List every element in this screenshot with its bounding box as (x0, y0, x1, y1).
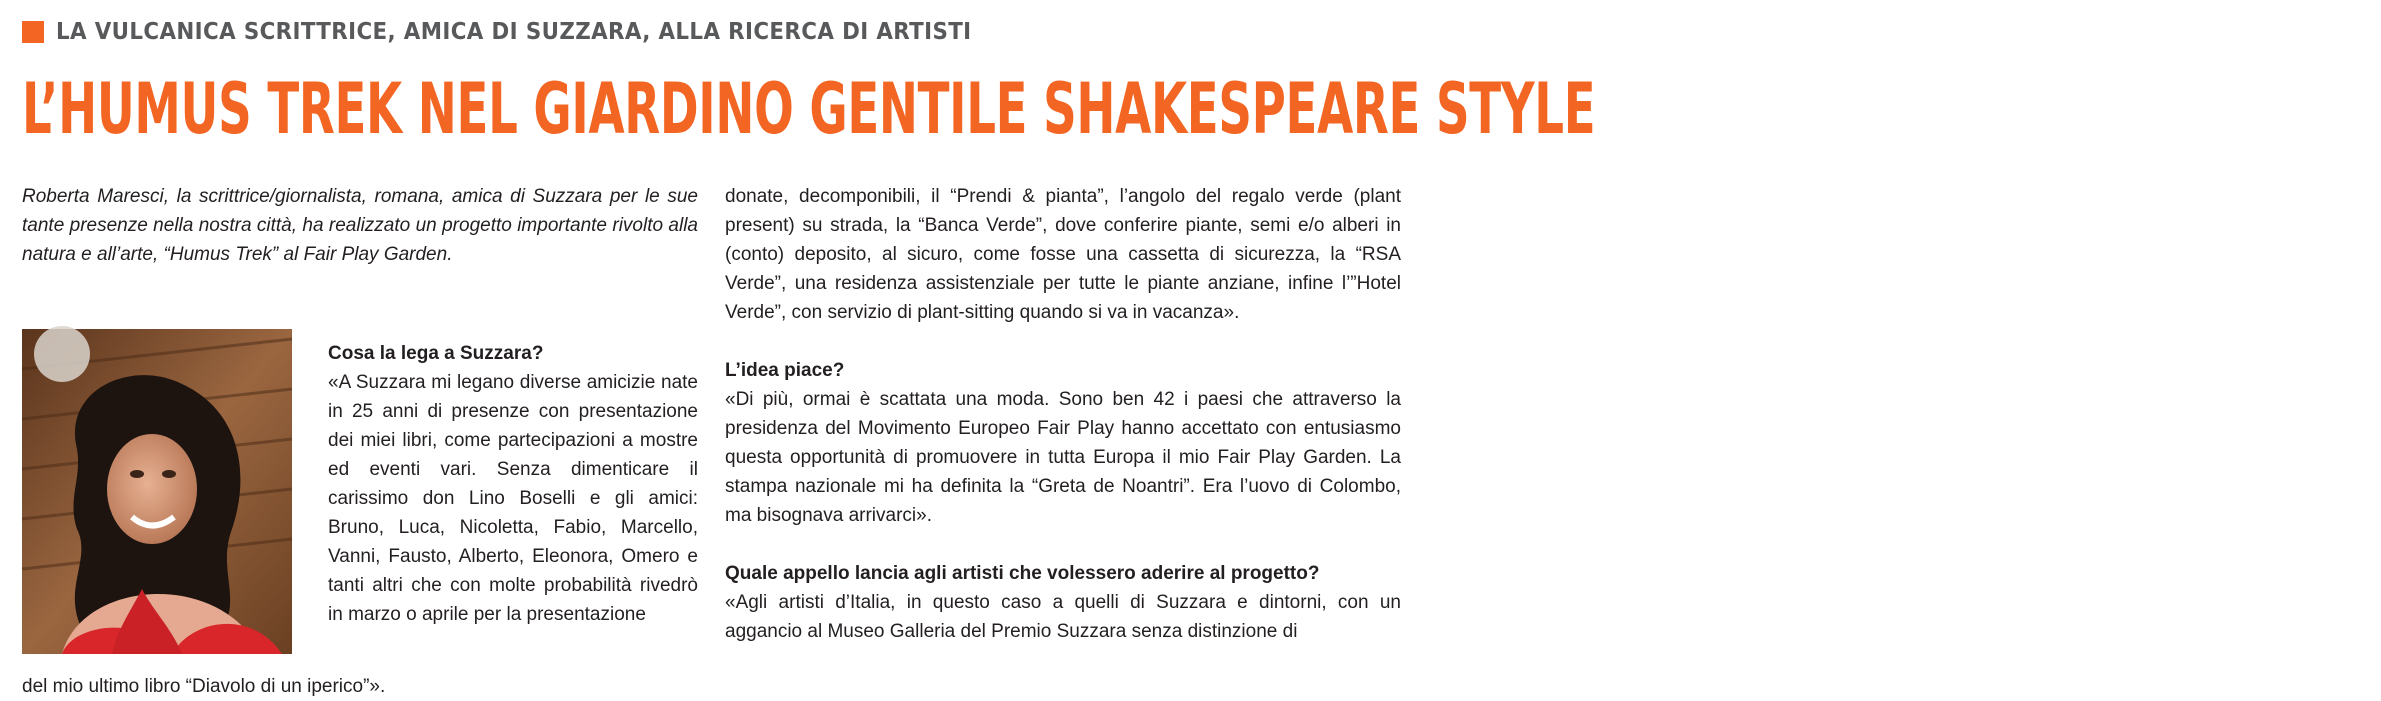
portrait-photo-icon (22, 329, 292, 654)
question-suzzara: Cosa la lega a Suzzara? (328, 343, 544, 364)
interview-column-left (328, 339, 698, 629)
kicker (22, 14, 1040, 50)
paragraph-green-services: donate, decomponibili, il “Prendi & pianta”, l’angolo del regalo verde (plant present) su strada, la “Banca Verde”, dove conferire piante, semi e/o alberi in (conto) deposito, al sicuro, come fosse una cassetta di sicurezza, la “RSA Verde”, una residenza assistenziale per tutte le piante anziane, infine l’”Hotel Verde”, con servizio di plant-sitting quando si va in vacanza». (725, 186, 1401, 323)
headline-text: L’HUMUS TREK NEL GIARDINO GENTILE SHAKESPEARE STYLE (22, 68, 1596, 150)
question-appeal: Quale appello lancia agli artisti che volessero aderire al progetto? (725, 563, 1320, 584)
answer-appeal: «Agli artisti d’Italia, in questo caso a quelli di Suzzara e dintorni, con un aggancio al Museo Galleria del Premio Suzzara senza distinzione di (725, 592, 1401, 642)
answer-suzzara: «A Suzzara mi legano diverse amicizie nate in 25 anni di presenze con presentazione dei miei libri, come partecipazioni a mostre ed eventi vari. Senza dimenticare il carissimo don Lino Boselli e gli amici: Bruno, Luca, Nicoletta, Fabio, Marcello, Vanni, Fausto, Alberto, Eleonora, Omero e tanti altri che con molte probabilità rivedrò in marzo o aprile per la presentazione (328, 372, 698, 625)
answer-suzzara-tail: del mio ultimo libro “Diavolo di un iperico”». (22, 676, 386, 697)
portrait-photo (22, 329, 292, 654)
question-idea: L’idea piace? (725, 360, 845, 381)
answer-idea: «Di più, ormai è scattata una moda. Sono ben 42 i paesi che attraverso la presidenza del Movimento Europeo Fair Play hanno accettato con entusiasmo questa opportunità di promuovere in tutta Europa il mio Fair Play Garden. La stampa nazionale mi ha definita la “Greta de Noantri”. Era l’uovo di Colombo, ma bisognava arrivarci». (725, 389, 1401, 526)
orange-square-icon (22, 21, 44, 43)
kicker-text: LA VULCANICA SCRITTRICE, AMICA DI SUZZARA, ALLA RICERCA DI ARTISTI (56, 19, 972, 45)
headline (22, 68, 1596, 150)
intro-paragraph: Roberta Maresci, la scrittrice/giornalista, romana, amica di Suzzara per le sue tante presenze nella nostra città, ha realizzato un progetto importante rivolto alla natura e all’arte, “Humus Trek” al Fair Play Garden. (22, 186, 698, 265)
interview-column-right (725, 182, 1401, 646)
